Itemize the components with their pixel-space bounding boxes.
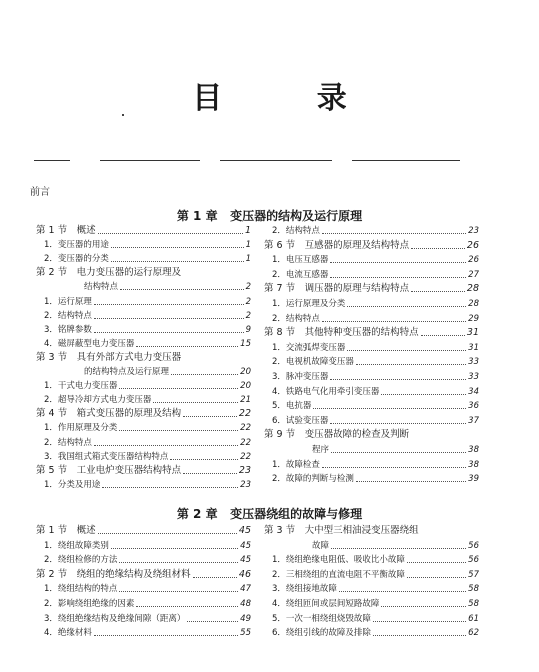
toc-entry-text: 5．一次一相绕组烧毁故障: [272, 613, 371, 624]
dot-leader: [331, 548, 466, 549]
toc-entry-page: 47: [240, 584, 251, 595]
dot-leader: [111, 261, 244, 262]
dot-leader: [120, 289, 244, 290]
toc-entry: [264, 595, 479, 609]
toc-entry-text: 第 5 节 工业电炉变压器结构特点: [36, 464, 182, 476]
toc-entry-text: 第 1 节 概述: [36, 525, 96, 536]
toc-entry: [264, 522, 479, 536]
toc-entry-text: 第 1 节 概述: [36, 225, 96, 236]
toc-entry: [264, 339, 479, 353]
toc-entry-page: 58: [468, 584, 479, 595]
dot-leader: [356, 481, 466, 482]
toc-entry-text: 故障: [312, 540, 330, 551]
dot-leader: [322, 233, 466, 234]
toc-entry-page: 1: [244, 225, 251, 236]
dot-leader: [94, 332, 244, 333]
toc-entry-page: 62: [468, 628, 479, 639]
toc-entry-page: 21: [240, 395, 251, 406]
toc-entry: [264, 470, 479, 484]
dot-leader: [330, 423, 466, 424]
toc-entry-text: 5．电抗器: [272, 401, 312, 412]
toc-entry: [36, 434, 251, 448]
toc-entry-page: 48: [240, 599, 251, 609]
toc-entry-text: 3．绕组绝缘结构及绝缘间隙（距离）: [44, 613, 186, 624]
dot-leader: [339, 591, 466, 592]
toc-entry-text: 结构特点: [84, 282, 119, 293]
dot-leader: [136, 346, 238, 347]
toc-entry-page: 58: [468, 599, 479, 609]
toc-entry-text: 2．结构特点: [272, 313, 320, 324]
dot-leader: [381, 606, 466, 607]
toc-entry-page: 20: [240, 367, 251, 377]
toc-entry-text: 1．分类及用途: [44, 479, 101, 490]
toc-entry-text: 2．电流互感器: [272, 269, 329, 280]
dot-leader: [94, 318, 244, 319]
toc-entry: [36, 264, 251, 278]
toc-entry: [264, 324, 479, 338]
toc-entry-text: 第 8 节 其他特种变压器的结构特点: [264, 327, 419, 339]
toc-entry: [36, 580, 251, 594]
toc-entry-page: 29: [468, 313, 479, 324]
toc-entry-page: 56: [468, 555, 479, 566]
speck: [122, 114, 124, 116]
toc-entry: [36, 419, 251, 433]
toc-entry-text: 第 2 节 电力变压器的运行原理及: [36, 267, 182, 279]
dot-leader: [407, 562, 466, 563]
toc-entry-text: 2．电视机故障变压器: [272, 357, 354, 368]
toc-entry: [36, 293, 251, 307]
toc-entry-page: 31: [466, 327, 479, 339]
toc-entry-page: 28: [468, 299, 479, 309]
toc-entry: [36, 278, 251, 292]
dot-leader: [322, 321, 466, 322]
toc-entry: [36, 321, 251, 335]
toc-entry-text: 第 6 节 互感器的原理及结构特点: [264, 239, 410, 251]
toc-entry-text: 2．变压器的分类: [44, 254, 109, 265]
toc-entry-page: 56: [468, 540, 479, 551]
toc-entry: [264, 441, 479, 455]
toc-entry-text: 的结构特点及运行原理: [84, 367, 170, 377]
toc-entry: [264, 426, 479, 440]
toc-entry-text: 2．绕组检修的方法: [44, 555, 118, 566]
dot-leader: [331, 452, 466, 453]
toc-entry-text: 1．电压互感器: [272, 255, 329, 266]
dot-leader: [111, 247, 244, 248]
toc-entry-page: 39: [468, 474, 479, 485]
toc-entry-text: 1．绕组结构的特点: [44, 584, 118, 595]
toc-entry: [264, 610, 479, 624]
dot-leader: [119, 591, 238, 592]
toc-entry-page: 46: [238, 568, 251, 580]
toc-entry-text: 程序: [312, 445, 330, 455]
toc-entry-page: 1: [245, 254, 251, 265]
toc-entry: [264, 624, 479, 638]
dot-leader: [421, 335, 465, 336]
dot-leader: [193, 577, 237, 578]
dot-leader: [171, 374, 238, 375]
toc-entry: [36, 537, 251, 551]
dot-leader: [187, 621, 238, 622]
dot-leader: [102, 487, 238, 488]
toc-entry: [36, 551, 251, 565]
toc-entry: [36, 476, 251, 490]
toc-entry: [264, 368, 479, 382]
chapter-label: 第 2 章: [176, 507, 218, 521]
dot-leader: [136, 606, 238, 607]
toc-entry-page: 15: [240, 338, 251, 349]
toc-entry: [264, 566, 479, 580]
toc-entry-page: 2: [245, 310, 251, 321]
divider-rules: [0, 160, 539, 164]
toc-entry: [264, 295, 479, 309]
dot-leader: [373, 635, 466, 636]
toc-entry-page: 22: [238, 408, 251, 420]
dot-leader: [347, 306, 466, 307]
toc-entry: [264, 383, 479, 397]
toc-entry-text: 2．故障的判断与检测: [272, 474, 354, 485]
toc-entry: [36, 610, 251, 624]
toc-entry: [36, 250, 251, 264]
dot-leader: [411, 291, 465, 292]
dot-leader: [322, 467, 466, 468]
toc-entry-text: 1．变压器的用途: [44, 240, 109, 251]
dot-leader: [111, 548, 238, 549]
toc-entry-text: 第 7 节 调压器的原理与结构特点: [264, 283, 410, 295]
toc-entry-text: 4．绕组匝间或层间短路故障: [272, 599, 380, 609]
dot-leader: [407, 577, 466, 578]
toc-entry: [264, 456, 479, 470]
toc-entry-text: 4．铁路电气化用牵引变压器: [272, 386, 380, 397]
dot-leader: [313, 408, 466, 409]
chapter-2-heading: [0, 505, 539, 522]
toc-entry-text: 2．影响绕组绝缘的因素: [44, 599, 135, 609]
toc-entry: [264, 551, 479, 565]
toc-entry-text: 第 4 节 箱式变压器的原理及结构: [36, 408, 182, 420]
toc-entry-page: 23: [238, 464, 251, 476]
dot-leader: [119, 430, 238, 431]
toc-entry: [264, 353, 479, 367]
toc-entry: [264, 310, 479, 324]
toc-entry: [36, 335, 251, 349]
toc-entry-page: 61: [468, 613, 479, 624]
toc-entry-page: 49: [240, 613, 251, 624]
dot-leader: [119, 388, 238, 389]
toc-entry-text: 6．试验变压器: [272, 415, 329, 426]
dot-leader: [347, 350, 466, 351]
toc-entry: [36, 522, 251, 536]
toc-entry-text: 3．铭牌参数: [44, 324, 92, 335]
toc-entry: [264, 280, 479, 294]
toc-entry-text: 4．磁屏蔽型电力变压器: [44, 338, 135, 349]
toc-entry: [36, 595, 251, 609]
toc-entry-page: 55: [240, 628, 251, 639]
toc-entry-page: 22: [240, 423, 251, 434]
toc-entry-page: 33: [468, 372, 479, 382]
toc-entry-page: 2: [245, 282, 251, 293]
toc-entry-text: 1．运行原理: [44, 296, 92, 307]
dot-leader: [411, 248, 465, 249]
toc-entry-page: 20: [240, 381, 251, 392]
toc-entry-page: 45: [240, 555, 251, 566]
dot-leader: [94, 304, 244, 305]
toc-entry-page: 37: [468, 415, 479, 426]
toc-entry: [36, 349, 251, 363]
toc-entry-page: 33: [468, 357, 479, 368]
toc-entry-text: 3．脉冲变压器: [272, 372, 329, 382]
toc-entry-text: 第 9 节 变压器故障的检查及判断: [264, 429, 410, 441]
preface-entry: 前言: [30, 187, 50, 198]
toc-entry-page: 1: [245, 240, 251, 251]
dot-leader: [94, 635, 238, 636]
dot-leader: [98, 533, 237, 534]
toc-entry-text: 1．绕组故障类别: [44, 540, 109, 551]
toc-entry-page: 22: [240, 437, 251, 448]
toc-entry-page: 26: [466, 239, 479, 251]
dot-leader: [381, 394, 466, 395]
toc-entry-text: 2．结构特点: [272, 226, 320, 236]
toc-entry-page: 45: [240, 540, 251, 551]
toc-entry: [36, 377, 251, 391]
toc-entry-text: 2．结构特点: [44, 437, 92, 448]
dot-leader: [153, 402, 238, 403]
toc-entry: [36, 624, 251, 638]
toc-entry: [36, 236, 251, 250]
chapter-title: 变压器绕组的故障与修理: [230, 507, 363, 521]
toc-entry-text: 第 3 节 大中型三相油浸变压器绕组: [264, 525, 419, 536]
toc-entry-page: 45: [238, 525, 251, 536]
toc-entry-page: 23: [240, 479, 251, 490]
toc-entry-text: 1．绕组绝缘电阻低、吸收比小故障: [272, 555, 405, 566]
dot-leader: [170, 459, 238, 460]
toc-entry-page: 38: [468, 445, 479, 455]
toc-entry-text: 3．我国组式箱式变压器结构特点: [44, 451, 169, 462]
divider-line: [220, 160, 332, 161]
toc-entry-page: 36: [468, 401, 479, 412]
toc-entry-text: 6．绕组引线的故障及排除: [272, 628, 371, 639]
toc-entry-text: 第 2 节 绕组的绝缘结构及绕组材料: [36, 568, 191, 580]
toc-entry: [264, 397, 479, 411]
toc-entry-text: 第 3 节 具有外部方式电力变压器: [36, 351, 182, 363]
dot-leader: [94, 445, 238, 446]
dot-leader: [356, 364, 466, 365]
dot-leader: [183, 416, 237, 417]
dot-leader: [373, 621, 466, 622]
chapter-title: 变压器的结构及运行原理: [230, 209, 363, 223]
dot-leader: [119, 562, 238, 563]
toc-entry-text: 1．故障检查: [272, 459, 320, 470]
toc-entry: [36, 363, 251, 377]
dot-leader: [330, 379, 466, 380]
toc-entry-text: 2．超导冷却方式电力变压器: [44, 395, 152, 406]
dot-leader: [330, 262, 466, 263]
toc-entry-page: 27: [468, 269, 479, 280]
toc-entry-page: 28: [466, 283, 479, 295]
toc-entry-page: 31: [468, 342, 479, 353]
toc-entry-page: 26: [468, 255, 479, 266]
toc-entry-text: 1．干式电力变压器: [44, 381, 118, 392]
toc-entry-page: 23: [468, 226, 479, 236]
toc-entry: [264, 537, 479, 551]
toc-entry: [264, 266, 479, 280]
toc-entry: [264, 412, 479, 426]
dot-leader: [98, 233, 243, 234]
toc-entry: [264, 251, 479, 265]
toc-entry-text: 2．结构特点: [44, 310, 92, 321]
toc-entry: [36, 405, 251, 419]
dot-leader: [330, 277, 466, 278]
toc-entry-text: 1．交流弧焊变压器: [272, 342, 346, 353]
toc-entry: [36, 222, 251, 236]
toc-entry-text: 4．绝缘材料: [44, 628, 92, 639]
toc-entry: [264, 222, 479, 236]
toc-entry-page: 34: [468, 386, 479, 397]
page-title: 目 录: [192, 81, 389, 116]
toc-entry: [36, 307, 251, 321]
chapter-label: 第 1 章: [176, 209, 218, 223]
toc-entry-text: 1．作用原理及分类: [44, 423, 118, 434]
toc-entry-page: 22: [240, 451, 251, 462]
toc-entry-page: 9: [245, 324, 251, 335]
toc-entry-text: 1．运行原理及分类: [272, 299, 346, 309]
divider-line: [100, 160, 200, 161]
toc-entry: [36, 566, 251, 580]
toc-entry: [264, 580, 479, 594]
toc-entry-text: 3．绕组接地故障: [272, 584, 337, 595]
toc-entry: [264, 237, 479, 251]
divider-line: [34, 160, 70, 161]
divider-line: [352, 160, 460, 161]
toc-entry: [36, 448, 251, 462]
toc-entry-page: 38: [468, 459, 479, 470]
toc-entry-page: 2: [245, 296, 251, 307]
toc-entry: [36, 462, 251, 476]
dot-leader: [183, 473, 237, 474]
toc-entry-page: 57: [468, 569, 479, 580]
toc-entry-text: 2．三相绕组的直流电阻不平衡故障: [272, 569, 405, 580]
toc-entry: [36, 391, 251, 405]
